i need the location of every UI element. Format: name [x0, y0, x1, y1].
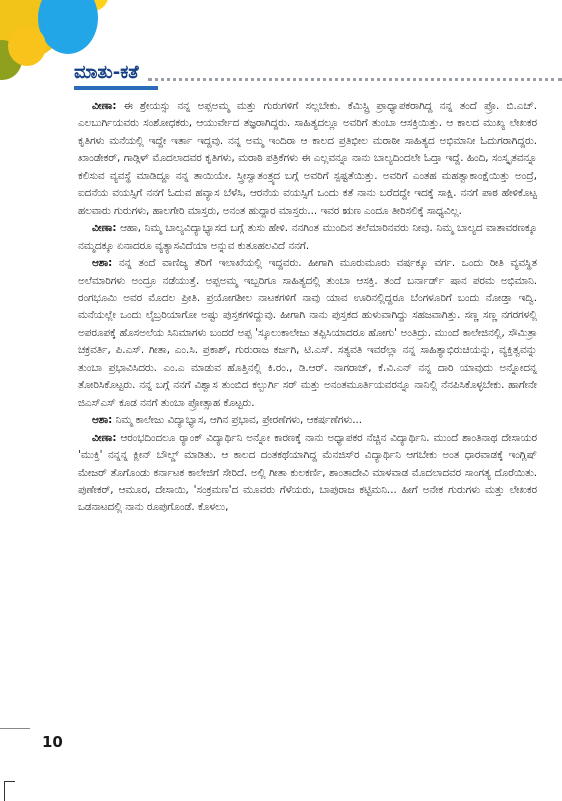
paragraph-text: ಆರಂಭದಿಂದಲೂ ರ್‍ಯಾಂಕ್ ವಿದ್ಯಾರ್ಥಿನಿ ಅನ್ನೋ ಕಾರಣಕ್ಕೆ ನಾನು ಅಧ್ಯಾಪಕರ ನೆಚ್ಚಿನ ವಿದ್ಯಾರ್ಥಿನಿ. ಮುಂದೆ ಶಾಂತಿನಾಥ ದೇಸಾಯರ 'ಮುಕ್ತಿ' ನನ್ನನ್ನ ಕ್ಲೀನ್ ಬೌಲ್ಡ್ ಮಾಡಿತು. ಆ ಕಾಲದ ದಂತಕಥೆಯಾಗಿದ್ದ ಮೆನಜಿಸ್‌ರ ವಿದ್ಯಾರ್ಥಿನಿ ಆಗಬೇಕು ಅಂತ ಧಾರವಾಡಕ್ಕೆ ಇಂಗ್ಲಿಷ್ ಮೇಜರ್ ತೊಗೊಂಡು ಕರ್ನಾಟಕ ಕಾಲೇಜಿಗೆ ಸೇರಿದೆ. ಅಲ್ಲಿ ಗೀತಾ ಕುಲಕರ್ಣಿ, ಶಾಂತಾದೇವಿ ಮಾಳವಾಡ ಮೊದಲಾದವರ ಸಾಂಗತ್ಯ ದೊರೆಯಿತು. ಪುಣೇಕರ್, ಆಮೂರ, ದೇಸಾಯಿ, 'ಸಂಕ್ರಮಣ'ದ ಮೂವರು ಗೆಳೆಯರು, ಬಾಪುರಾಜ ಕಟ್ಟಿಮನಿ... ಹೀಗೆ ಅನೇಕ ಗುರುಗಳು ಮತ್ತು ಲೇಖಕರ ಒಡನಾಟದಲ್ಲಿ ನಾನು ರೂಪುಗೊಂಡೆ. ಕೊಳಲು, [78, 431, 537, 514]
paragraph [78, 255, 537, 412]
paragraph-text: ಆಹಾ, ನಿಮ್ಮ ಬಾಲ್ಯವಿದ್ಯಾಭ್ಯಾಸದ ಬಗ್ಗೆ ತುಸು ಹೇಳಿ. ನನಗಿಂತ ಮುಂದಿನ ತಲೆಮಾರಿನವರು ನೀವು. ನಿಮ್ಮ ಬಾಲ್ಯದ ವಾತಾವರಣಕ್ಕೂ ನಮ್ಮದಕ್ಕೂ ಏನಾದರೂ ವ್ಯತ್ಯಾಸವಿದೆಯಾ ಅನ್ನುವ ಕುತೂಹಲವಿದೆ ನನಗೆ. [78, 222, 537, 252]
speaker-label: ವೀಣಾ: [92, 100, 117, 112]
paragraph [78, 412, 537, 429]
crop-mark [4, 781, 15, 801]
section-header [74, 60, 562, 92]
article-body [78, 98, 537, 517]
paragraph-text: ಈ ಶ್ರೇಯಸ್ಸು ನನ್ನ ಅಪ್ಪಅಮ್ಮ ಮತ್ತು ಗುರುಗಳಿಗೆ ಸಲ್ಲಬೇಕು. ಕೆಮಿಸ್ಟ್ರಿ ಪ್ರಾಧ್ಯಾಪಕರಾಗಿದ್ದ ನನ್ನ ತಂದೆ ಪ್ರೊ. ಬಿ.ಎಚ್. ಎಲಬುರ್ಗಿಯವರು ಸಂಶೋಧಕರು, ಆಯುರ್ವೇದ ತಜ್ಞರಾಗಿದ್ದರು. ಸಾಹಿತ್ಯದಲ್ಲೂ ಅವರಿಗೆ ತುಂಬಾ ಆಸಕ್ತಿಯಿತ್ತು. ಆ ಕಾಲದ ಮುಖ್ಯ ಲೇಖಕರ ಕೃತಿಗಳು ಮನೆಯಲ್ಲಿ ಇದ್ದೇ ಇರ್ತಾ ಇದ್ದವು. ನನ್ನ ಅಮ್ಮ ಇಂದಿರಾ ಆ ಕಾಲದ ಪ್ರತಿಭೀಲ ಮರಾಠೀ ಸಾಹಿತ್ಯದ ಅಭಿಮಾನೀ ಓದುಗರಾಗಿದ್ದರು. ಖಾಂಡೇಕರ್, ಗಾಡ್ಗಿಳ್ ಮೊದಲಾದವರ ಕೃತಿಗಳು, ಮರಾಠಿ ಪತ್ರಿಕೆಗಳು ಈ ಎಲ್ಲವನ್ನೂ ನಾನು ಬಾಲ್ಯದಿಂದಲೇ ಓದ್ತಾ ಇದ್ದೆ. ಹಿಂದಿ, ಸಂಸ್ಕೃತವನ್ನೂ ಕಲಿಸುವ ವ್ಯವಸ್ಥೆ ಮಾಡಿದ್ದೂ ನನ್ನ ತಾಯಿಯೇ. ಸ್ತ್ರೀಸ್ವಾತಂತ್ರ್ಯದ ಬಗ್ಗೆ ಅವರಿಗೆ ಸ್ಪಷ್ಟತೆಯಿತ್ತು. ಅವರಿಗೆ ಎಂತಹ ಮಹತ್ವಾಕಾಂಕ್ಷೆಯಿತ್ತು ಅಂದ್ರೆ, ಐದನೆಯ ವಯಸ್ಸಿಗೆ ನನಗೆ ಓದುವ ಹವ್ಯಾಸ ಬೆಳೆಸಿ, ಆರನೆಯ ವಯಸ್ಸಿಗೆ ಒಂದು ಕತೆ ನಾನು ಬರೆದದ್ದೇ ಇದಕ್ಕೆ ಸಾಕ್ಷಿ. ನನಗೆ ಪಾಠ ಹೇಳಿಕೊಟ್ಟ ಹಲವಾರು ಗುರುಗಳು, ಹಾಲಗೇರಿ ಮಾಸ್ತರು, ಅನಂತ ಹುದ್ದಾರ ಮಾಸ್ತರು... ಇವರ ಋಣ ಎಂದೂ ತೀರಿಸಲಿಕ್ಕೆ ಸಾಧ್ಯವಿಲ್ಲ. [78, 100, 537, 217]
margin-rule [0, 728, 30, 729]
paragraph-text: ನನ್ನ ತಂದೆ ವಾಣಿಜ್ಯ ತೆರಿಗೆ ಇಲಾಖೆಯಲ್ಲಿ ಇದ್ದವರು. ಹೀಗಾಗಿ ಮೂರುಮೂರು ವರ್ಷಕ್ಕೂ ವರ್ಗ. ಒಂದು ರೀತಿ ವ್ಯವಸ್ಥಿತ ಅಲೆಮಾರಿಗಳು ಅಂದ್ರೂ ನಡೆಯುತ್ತೆ. ಅಪ್ಪಅಮ್ಮ ಇಬ್ಬರಿಗೂ ಸಾಹಿತ್ಯದಲ್ಲಿ ತುಂಬಾ ಆಸಕ್ತಿ. ತಂದೆ ಬರ್ನಾರ್ಡ್ ಷಾನ ಪರಮ ಅಭಿಮಾನಿ. ರಂಗಭೂಮಿ ಅವರ ಮೊದಲ ಪ್ರೀತಿ. ಪ್ರಯೋಗಶೀಲ ನಾಟಕಗಳಿಗೆ ನಾವು ಯಾವ ಊರಿನಲ್ಲಿದ್ದರೂ ಬೆಂಗಳೂರಿಗೆ ಬಂದು ನೋಡ್ತಾ ಇದ್ವಿ. ಮನೆಯಲ್ಲೇ ಒಂದು ಲೈಬ್ರರಿಯಾಗೋ ಅಷ್ಟು ಪುಸ್ತಕಗಳಿದ್ದುವು. ಹೀಗಾಗಿ ನಾನು ಪುಸ್ತಕದ ಹುಳುವಾಗಿದ್ದು ಸಹಜವಾಗಿತ್ತು. ಸಣ್ಣ ಸಣ್ಣ ನಗರಗಳಲ್ಲಿ ಅಪರೂಪಕ್ಕೆ ಹೊಸಅಲೆಯ ಸಿನಿಮಾಗಳು ಬಂದರೆ ಅಪ್ಪ 'ಸ್ಕೂಲುಕಾಲೇಜು ತಪ್ಪಿಸಿಯಾದರೂ ಹೋಗು' ಅಂತಿದ್ರು. ಮುಂದೆ ಕಾಲೇಜಿನಲ್ಲಿ, ಸೌಮಿತ್ರಾ ಚಕ್ರವರ್ತಿ, ಪಿ.ಎಸ್. ಗೀತಾ, ಎಂ.ಸಿ. ಪ್ರಕಾಶ್, ಗುರುರಾಜ ಕರ್ಜಗಿ, ಟಿ.ಎಸ್. ಸತ್ಯವತಿ ಇವರೆಲ್ಲಾ ನನ್ನ ಸಾಹಿತ್ಯಾಭಿರುಚಿಯನ್ನು, ವ್ಯಕ್ತಿತ್ವವನ್ನು ತುಂಬಾ ಪ್ರಭಾವಿಸಿದರು. ಎಂ.ಎ ಮಾಡುವ ಹೊತ್ತಿನಲ್ಲಿ ಕಿ.ರಂ., ಡಿ.ಆರ್. ನಾಗರಾಜ್, ಕೆ.ವಿ.ಎನ್ ನನ್ನ ದಾರಿ ಯಾವುದು ಅನ್ನೋದನ್ನ ತೋರಿಸಿಕೊಟ್ಟರು. ನನ್ನ ಬಗ್ಗೆ ನನಗೆ ವಿಶ್ವಾಸ ತುಂಬಿದ ಕಲ್ಬುರ್ಗಿ ಸರ್ ಮತ್ತು ಅನಂತಮೂರ್ತಿಯವರನ್ನೂ ನಾನಿಲ್ಲಿ ನೆನಪಿಸಿಕೊಳ್ಳಬೇಕು. ಹಾಗೇನೇ ಜಿಎಸ್‌ಎಸ್ ಕೂಡ ನನಗೆ ತುಂಬಾ ಪ್ರೋತ್ಸಾಹ ಕೊಟ್ಟರು. [78, 257, 537, 409]
paragraph-text: ನಿಮ್ಮ ಕಾಲೇಜು ವಿದ್ಯಾಭ್ಯಾಸ, ಆಗಿನ ಪ್ರಭಾವ, ಪ್ರೇರಣೆಗಳು, ಆಕರ್ಷಣೆಗಳು... [112, 414, 363, 427]
paragraph [78, 430, 537, 517]
title-underline [74, 86, 158, 90]
dotted-rule [148, 78, 562, 81]
speaker-label: ವೀಣಾ: [92, 431, 117, 444]
paragraph [78, 220, 537, 255]
speaker-label: ಆಶಾ: [92, 414, 113, 427]
page-number: 10 [42, 733, 63, 751]
speaker-label: ಆಶಾ: [92, 257, 113, 270]
section-title: ಮಾತು-ಕತೆ [74, 62, 139, 83]
speaker-label: ವೀಣಾ: [92, 222, 117, 235]
paragraph [78, 98, 537, 220]
decorative-circle-yellow-small [8, 26, 46, 66]
